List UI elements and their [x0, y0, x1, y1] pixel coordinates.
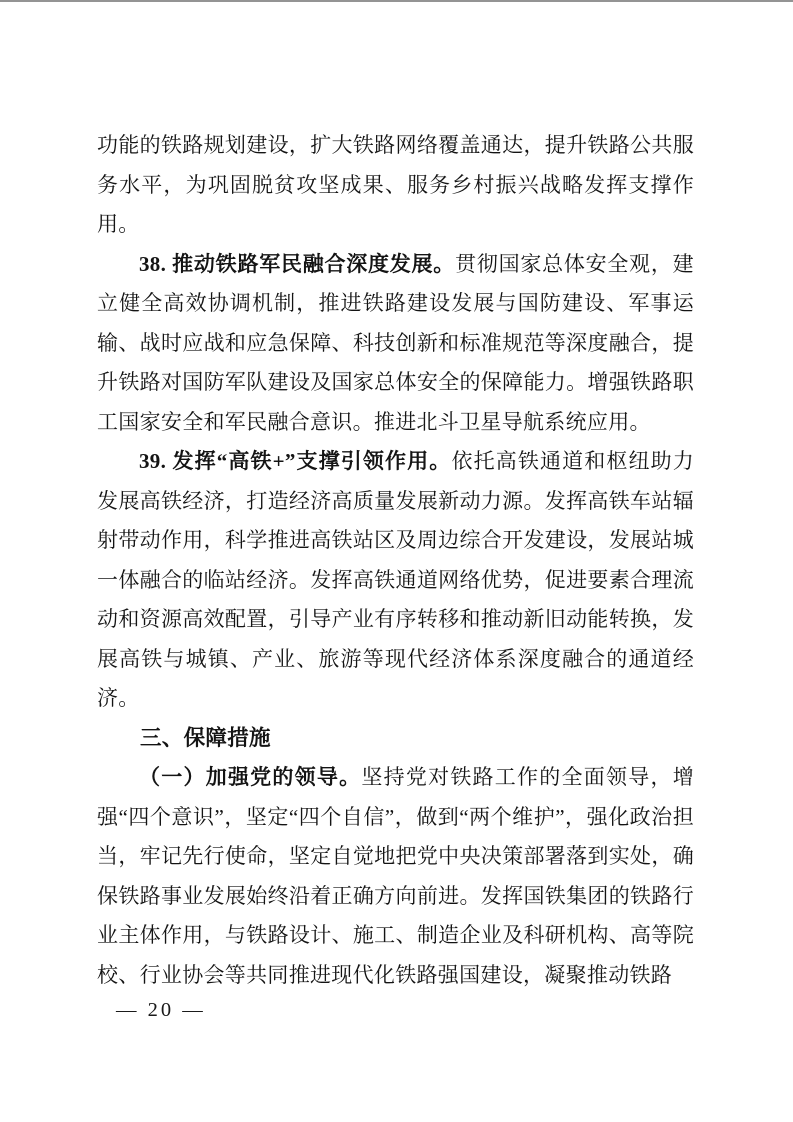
paragraph-continuation-text: 功能的铁路规划建设，扩大铁路网络覆盖通达，提升铁路公共服务水平，为巩固脱贫攻坚成果、服务乡村振兴战略发挥支撑作用。 — [97, 133, 694, 236]
paragraph-continuation — [97, 126, 694, 245]
item-38-lead: 38. 推动铁路军民融合深度发展。 — [139, 251, 456, 276]
item-39-lead: 39. 发挥“高铁+”支撑引领作用。 — [139, 449, 452, 473]
paragraph-item-38 — [97, 245, 694, 443]
document-body — [97, 126, 694, 995]
paragraph-item-39 — [97, 442, 694, 719]
item-39-body: 依托高铁通道和枢纽助力发展高铁经济，打造经济高质量发展新动力源。发挥高铁车站辐射带动作用，科学推进高铁站区及周边综合开发建设，发展站城一体融合的临站经济。发挥高铁通道网络优势，促进要素合理流动和资源高效配置，引导产业有序转移和推动新旧动能转换，发展高铁与城镇、产业、旅游等现代经济体系深度融合的通道经济。 — [97, 449, 694, 710]
section-heading: 三、保障措施 — [140, 725, 271, 750]
scan-edge-line — [0, 0, 793, 2]
item-yi-body: 坚持党对铁路工作的全面领导，增强“四个意识”，坚定“四个自信”，做到“两个维护”，强化政治担当，牢记先行使命，坚定自觉地把党中央决策部署落到实处，确保铁路事业发展始终沿着正确方向前进。发挥国铁集团的铁路行业主体作用，与铁路设计、施工、制造企业及科研机构、高等院校、行业协会等共同推进现代化铁路强国建设，凝聚推动铁路 — [97, 765, 694, 987]
paragraph-item-yi — [97, 758, 694, 995]
item-yi-lead: （一）加强党的领导。 — [139, 765, 362, 789]
page-number: — 20 — — [116, 999, 206, 1021]
item-38-body: 贯彻国家总体安全观，建立健全高效协调机制，推进铁路建设发展与国防建设、军事运输、战时应战和应急保障、科技创新和标准规范等深度融合，提升铁路对国防军队建设及国家总体安全的保障能力。增强铁路职工国家安全和军民融合意识。推进北斗卫星导航系统应用。 — [97, 251, 694, 434]
